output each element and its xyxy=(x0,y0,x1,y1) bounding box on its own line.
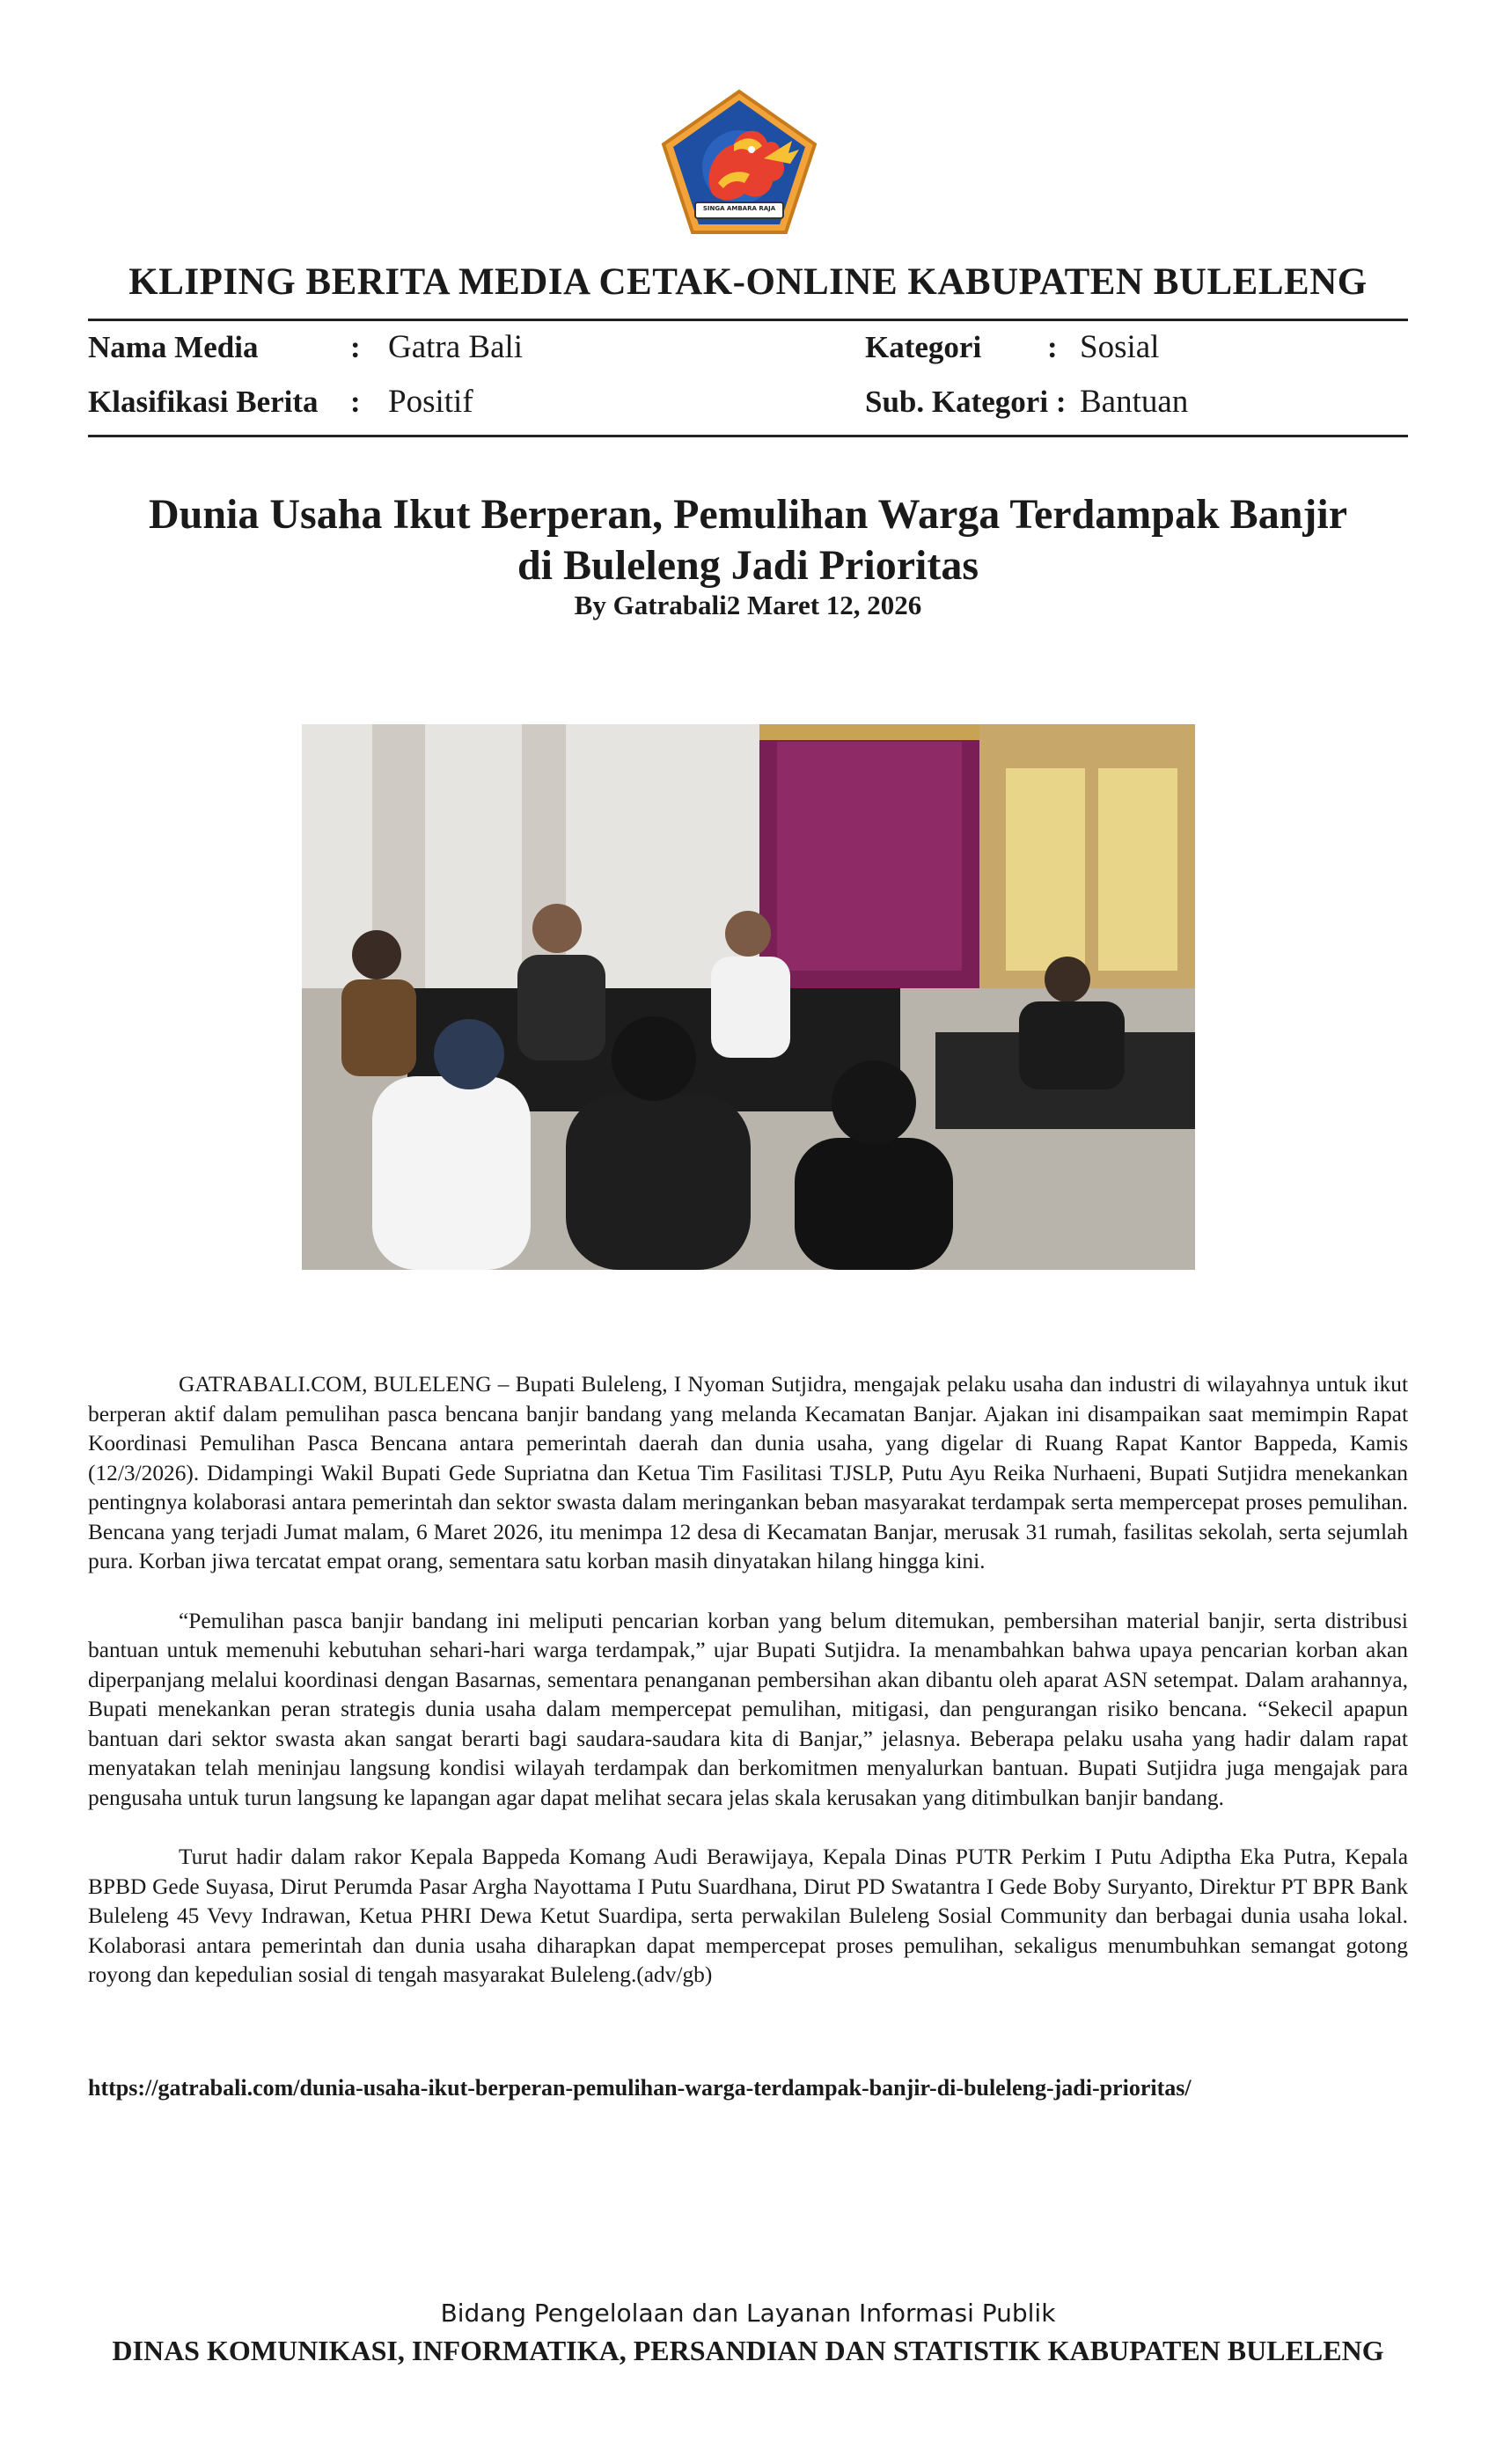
footer-division: Bidang Pengelolaan dan Layanan Informasi Publik xyxy=(440,2299,1056,2328)
nama-media-value: Gatra Bali xyxy=(388,329,524,365)
article-title xyxy=(88,489,1408,591)
header-bottom-rule xyxy=(88,435,1408,437)
nama-media-label: Nama Media xyxy=(88,330,259,364)
kategori-value: Sosial xyxy=(1080,329,1160,365)
article-title-line1: Dunia Usaha Ikut Berperan, Pemulihan Warga Terdampak Banjir xyxy=(148,491,1348,538)
kategori-colon: : xyxy=(1047,330,1058,364)
footer-agency: DINAS KOMUNIKASI, INFORMATIKA, PERSANDIAN DAN STATISTIK KABUPATEN BULELENG xyxy=(112,2335,1384,2366)
meeting-photo xyxy=(302,724,1195,1270)
article-byline: By Gatrabali2 Maret 12, 2026 xyxy=(574,590,922,620)
klasifikasi-colon: : xyxy=(350,385,361,419)
article-title-line2: di Buleleng Jadi Prioritas xyxy=(517,542,979,589)
source-url-link[interactable]: https://gatrabali.com/dunia-usaha-ikut-berperan-pemulihan-warga-terdampak-banjir-di-buleleng-jadi-prioritas/ xyxy=(88,2075,1192,2101)
header-top-rule xyxy=(88,319,1408,321)
clipping-header-title: KLIPING BERITA MEDIA CETAK-ONLINE KABUPATEN BULELENG xyxy=(128,261,1368,303)
kategori-label: Kategori xyxy=(865,330,982,364)
nama-media-colon: : xyxy=(350,330,361,364)
klasifikasi-value: Positif xyxy=(388,384,473,420)
logo-motto: SINGA AMBARA RAJA xyxy=(702,205,776,212)
buleleng-emblem-icon xyxy=(660,88,818,236)
sub-kategori-label: Sub. Kategori : xyxy=(865,385,1067,419)
sub-kategori-value: Bantuan xyxy=(1080,384,1189,420)
article-paragraph-3: Turut hadir dalam rakor Kepala Bappeda Komang Audi Berawijaya, Kepala Dinas PUTR Perkim I Putu Adiptha Eka Putra, Kepala BPBD Gede Suyasa, Dirut Perumda Pasar Argha Nayottama I Putu Suardhana, Dirut PD Swatantra I Gede Boby Suryanto, Direktur PT BPR Bank Buleleng 45 Vevy Indrawan, Ketua PHRI Dewa Ketut Suardipa, serta perwakilan Buleleng Sosial Community dan berbagai dunia usaha lokal. Kolaborasi antara pemerintah dan dunia usaha diharapkan dapat mempercepat proses pemulihan, sekaligus menumbuhkan semangat gotong royong dan kepedulian sosial di tengah masyarakat Buleleng.(adv/gb) xyxy=(88,1844,1408,1987)
article-paragraph-2: “Pemulihan pasca banjir bandang ini meliputi pencarian korban yang belum ditemukan, pembersihan material banjir, serta distribusi bantuan untuk memenuhi kebutuhan sehari-hari warga terdampak,” ujar Bupati Sutjidra. Ia menambahkan bahwa upaya pencarian korban akan diperpanjang melalui koordinasi dengan Basarnas, sementara penanganan pembersihan akan dibantu oleh aparat ASN setempat. Dalam arahannya, Bupati menekankan peran strategis dunia usaha dalam mempercepat pemulihan, mitigasi, dan pengurangan risiko bencana. “Sekecil apapun bantuan dari sektor swasta akan sangat berarti bagi saudara-saudara kita di Banjar,” jelasnya. Beberapa pelaku usaha yang hadir dalam rapat menyatakan telah meninjau langsung kondisi wilayah terdampak dan berkomitmen menyalurkan bantuan. Bupati Sutjidra juga mengajak para pengusaha untuk turun langsung ke lapangan agar dapat melihat secara jelas skala kerusakan yang ditimbulkan banjir bandang. xyxy=(88,1608,1408,1810)
article-body xyxy=(88,1370,1408,2020)
article-paragraph-1: GATRABALI.COM, BULELENG – Bupati Buleleng, I Nyoman Sutjidra, mengajak pelaku usaha dan industri di wilayahnya untuk ikut berperan aktif dalam pemulihan pasca bencana banjir bandang yang melanda Kecamatan Banjar. Ajakan ini disampaikan saat memimpin Rapat Koordinasi Pemulihan Pasca Bencana antara pemerintah daerah dan dunia usaha, yang digelar di Ruang Rapat Kantor Bappeda, Kamis (12/3/2026). Didampingi Wakil Bupati Gede Supriatna dan Ketua Tim Fasilitasi TJSLP, Putu Ayu Reika Nurhaeni, Bupati Sutjidra menekankan pentingnya kolaborasi antara pemerintah dan sektor swasta dalam meringankan beban masyarakat terdampak serta mempercepat proses pemulihan. Bencana yang terjadi Jumat malam, 6 Maret 2026, itu menimpa 12 desa di Kecamatan Banjar, merusak 31 rumah, fasilitas sekolah, serta sejumlah pura. Korban jiwa tercatat empat orang, sementara satu korban masih dinyatakan hilang hingga kini. xyxy=(88,1372,1408,1573)
klasifikasi-label: Klasifikasi Berita xyxy=(88,385,319,419)
